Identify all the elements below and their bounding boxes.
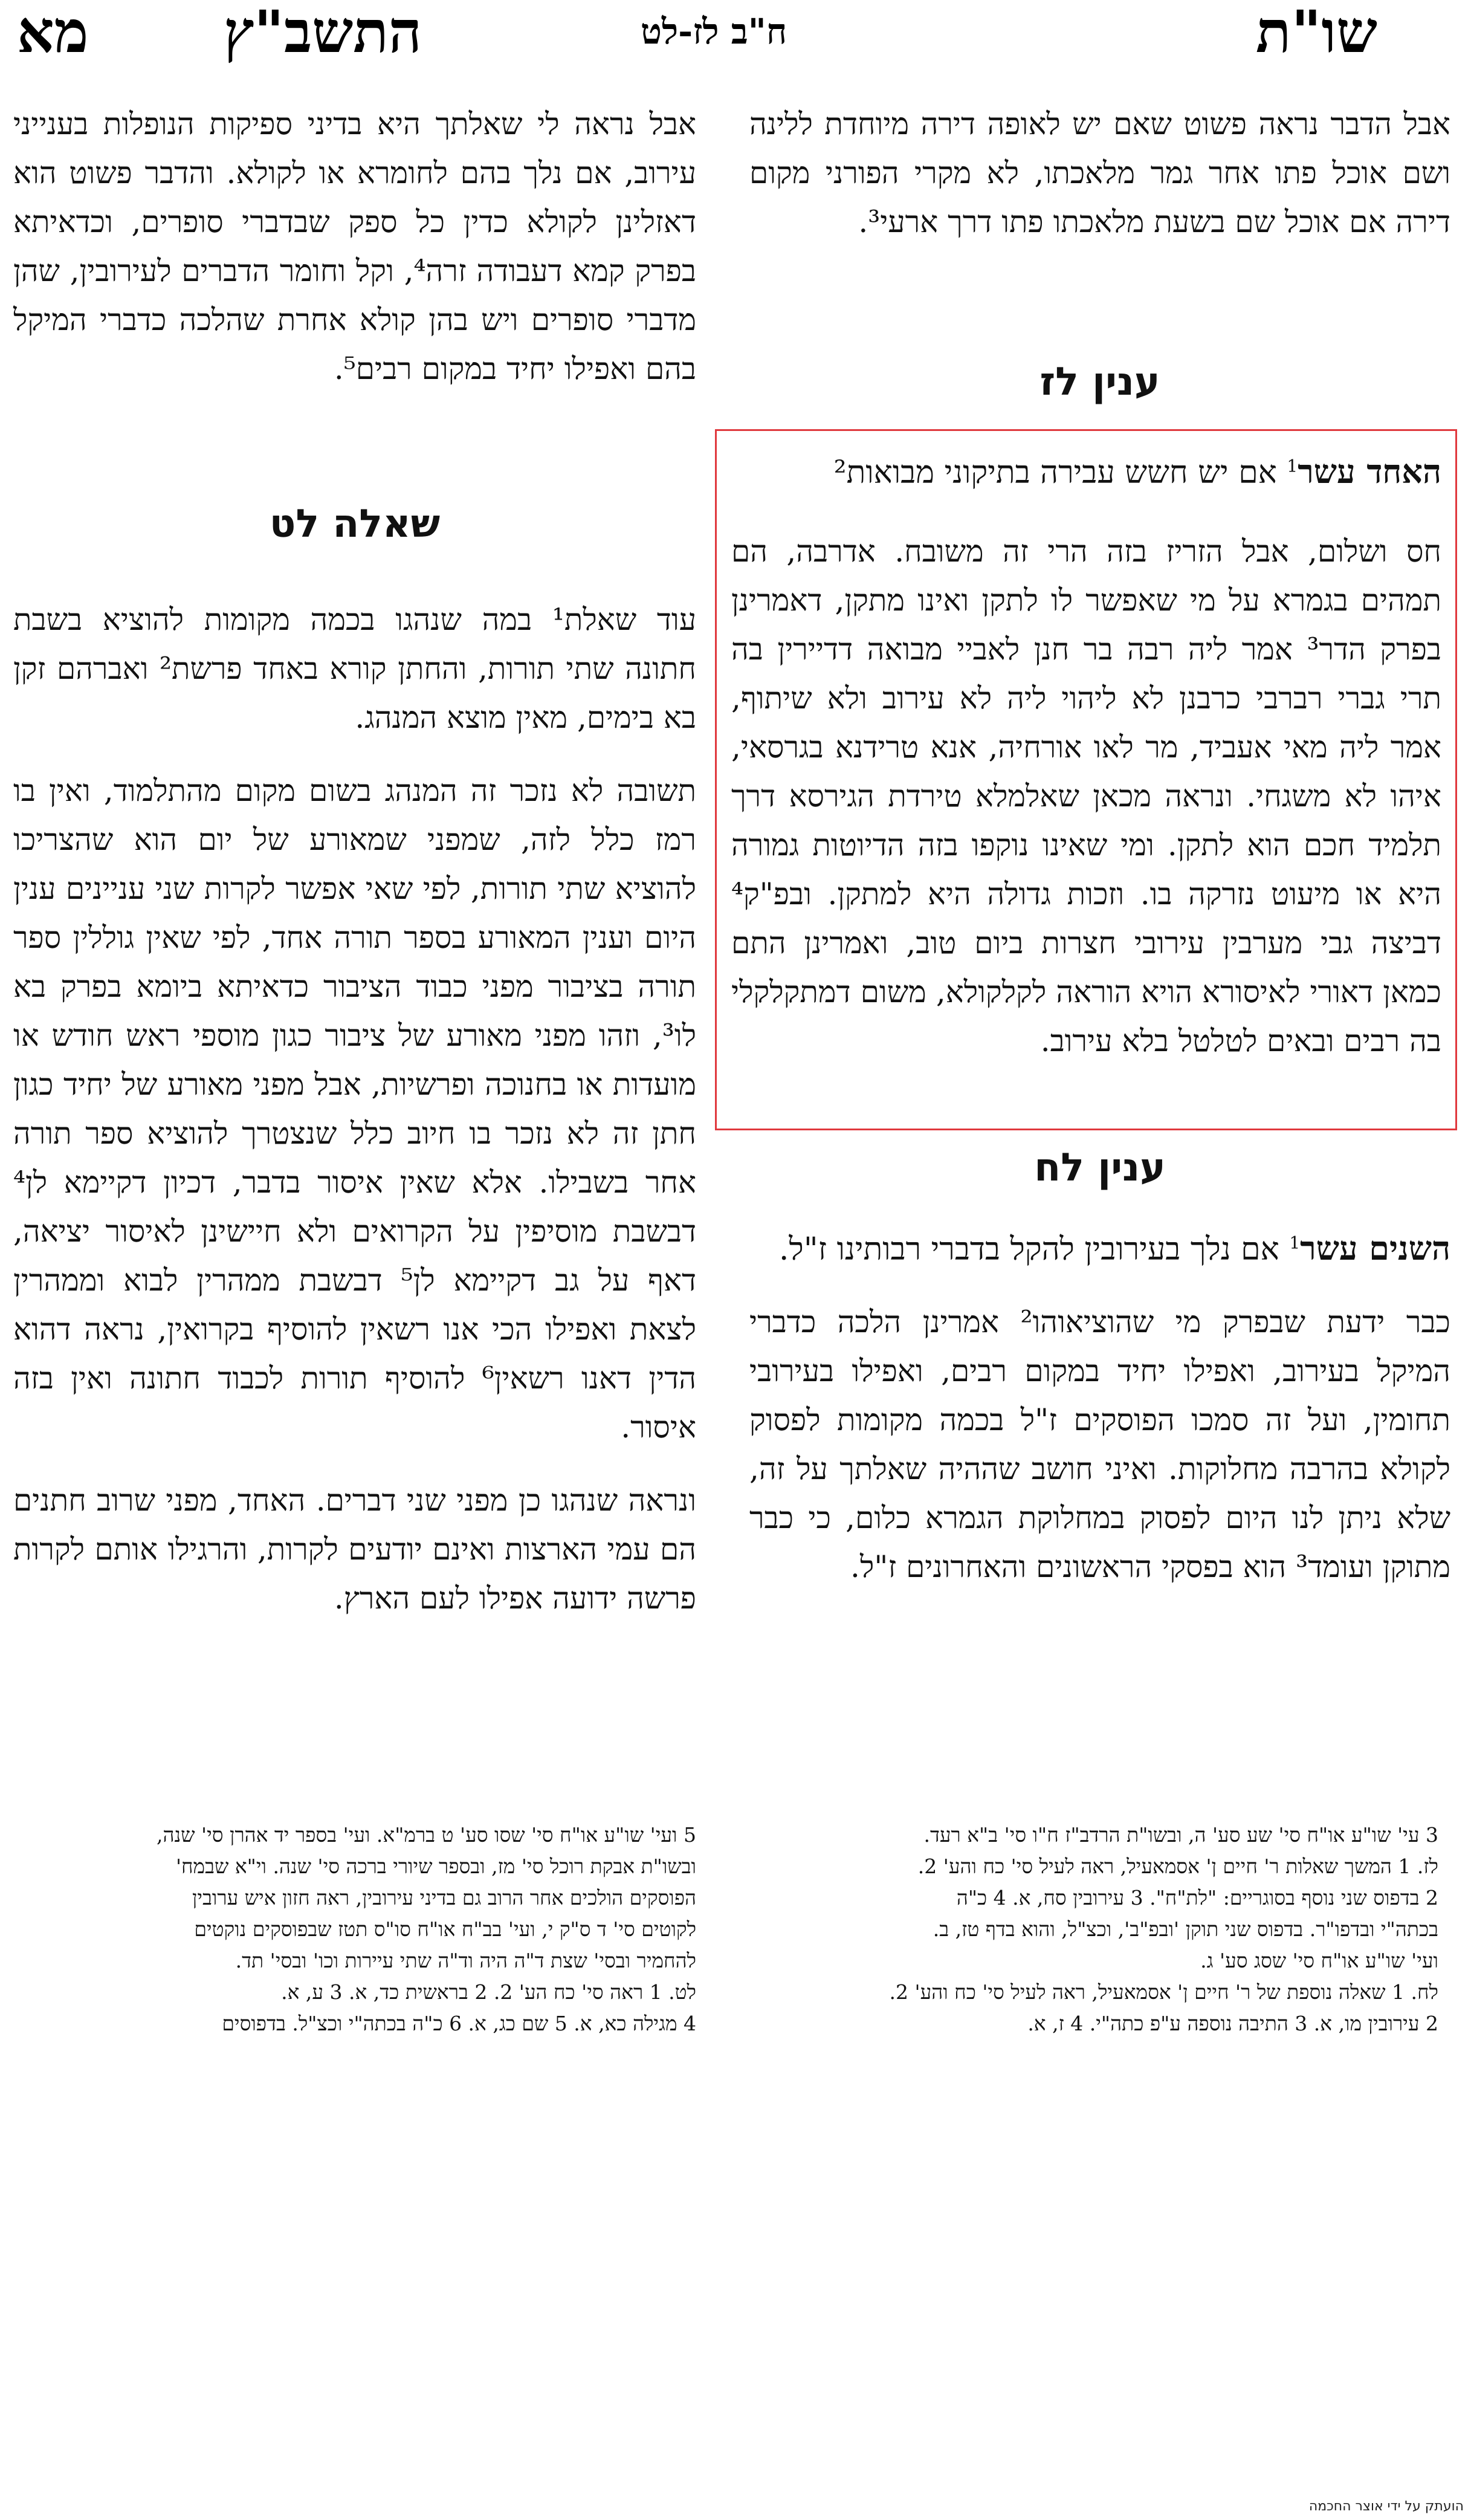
footnotes-right xyxy=(768,1819,1438,2039)
footnote-line: 2 בדפוס שני נוסף בסוגריים: "לת"ח". 3 עירובין סח, א. 4 כ"ה xyxy=(956,1886,1438,1909)
footnote-line: לח. 1 שאלה נוספת של ר' חיים ן' אסמאעיל, ראה לעיל סי' כח והע' 2. xyxy=(889,1980,1438,2004)
section-37-title-wrap xyxy=(749,360,1450,404)
section-39-answer: תשובה לא נזכר זה המנהג בשום מקום מהתלמוד, ואין בו רמז כלל לזה, שמפני שמאורע של יום הוא שהצריכו להוציא שתי תורות, לפי שאי אפשר לקרות שני עניינים ענין היום וענין המאורע בספר תורה אחד, לפי שאין גוללין ספר תורה בציבור מפני כבוד הציבור כדאיתא ביומא בפרק בא לו³, וזהו מפני מאורע של ציבור כגון מוספי ראש חודש או מועדות או בחנוכה ופרשיות, אבל מפני מאורע של יחיד כגון חתן זה לא נזכר בו חיוב כלל שנצטרך להוציא ספר תורה אחר בשבילו. אלא שאין איסור בדבר, דכיון דקיימא לן⁴ דבשבת מוסיפין על הקרואים ולא חיישינן לאיסור יציאה, דאף על גב דקיימא לן⁵ דבשבת ממהרין לבוא וממהרין לצאת ואפילו הכי אנו רשאין להוסיף בקרואין, נראה דהוא הדין דאנו רשאין⁶ להוסיף תורות לכבוד חתונה ואין בזה איסור. xyxy=(13,773,696,1445)
section-39-question: עוד שאלת¹ במה שנהגו בכמה מקומות להוציא בשבת חתונה שתי תורות, והחתן קורא באחד פרשת² ואברהם זקן בא בימים, מאין מוצא המנהג. xyxy=(13,602,696,735)
header-page-number: מא xyxy=(17,0,89,66)
section-37-title: ענין לז xyxy=(1039,360,1160,404)
footnote-line: לקוטים סי' ד ס"ק י, ועי' בב"ח או"ח סו"ס תטז שבפוסקים נוקטים xyxy=(194,1917,696,1941)
footnote-line: להחמיר ובסי' שצת ד"ה היה וד"ה שתי עיירות וכו' ובסי' תד. xyxy=(235,1949,696,1972)
section-39-body xyxy=(13,595,696,1623)
intro-paragraph: אבל הדבר נראה פשוט שאם יש לאופה דירה מיוחדת ללינה ושם אוכל פתו אחר גמר מלאכתו, לא מקרי הפורני מקום דירה אם אוכל שם בשעת מלאכתו פתו דרך ארעי³. xyxy=(749,106,1450,239)
section-38-lead: השנים עשר xyxy=(1300,1229,1450,1268)
left-intro-paragraph: אבל נראה לי שאלתך היא בדיני ספיקות הנופלות בענייני עירוב, אם נלך בהם לחומרא או לקולא. והדבר פשוט הוא דאזלינן לקולא כדין כל ספק שבדברי סופרים, וכדאיתא בפרק קמא דעבודה זרה⁴, וקל וחומר הדברים לעירובין, שהן מדברי סופרים ויש בהן קולא אחרת שהלכה כדברי המיקל בהם ואפילו יחיד במקום רבים⁵. xyxy=(13,106,696,386)
header-volume-range: ח"ב לז-לט xyxy=(641,11,787,52)
footnote-line: ועי' שו"ע או"ח סי' שסג סע' ג. xyxy=(1200,1949,1438,1972)
footnote-line: ובשו"ת אבקת רוכל סי' מז, ובספר שיורי ברכה סי' שנה. וי"א שבמח' xyxy=(175,1854,696,1878)
section-37-heading: אם יש חשש עבירה בתיקוני מבואות² xyxy=(833,455,1277,491)
header-book-title: שו"ת xyxy=(1255,0,1377,66)
running-header xyxy=(0,0,1471,73)
right-column-intro xyxy=(749,100,1450,247)
section-38-title: ענין לח xyxy=(1034,1145,1166,1190)
footnote-line: 5 ועי' שו"ע או"ח סי' שסו סע' ט ברמ"א. ועי' בספר יד אהרן סי' שנה, xyxy=(156,1823,696,1847)
section-37-heading-line: האחד עשר$^1$ אם יש חשש עבירה בתיקוני מבואות² xyxy=(833,452,1441,491)
footnote-line: בכתה"י ובדפו"ר. בדפוס שני תוקן 'ובפ"ב', וכצ"ל, והוא בדף טז, ב. xyxy=(933,1917,1438,1941)
section-37-lead: האחד עשר xyxy=(1298,452,1441,491)
footnote-line: 2 עירובין מו, א. 3 התיבה נוספה ע"פ כתה"י. 4 ז, א. xyxy=(1027,2012,1438,2035)
header-author-title: התשב"ץ xyxy=(224,0,422,66)
footnote-line: 3 עי' שו"ע או"ח סי' שע סע' ה, ובשו"ת הרדב"ז ח"ו סי' ב"א רעד. xyxy=(923,1823,1438,1847)
footnote-line: לט. 1 ראה סי' כח הע' 2. 2 בראשית כד, א. 3 ע, א. xyxy=(281,1980,696,2004)
footnote-line: 4 מגילה כא, א. 5 שם כג, א. 6 כ"ה בכתה"י וכצ"ל. בדפוסים xyxy=(222,2012,696,2035)
section-37-text: חס ושלום, אבל הזריז בזה הרי זה משובח. אדרבה, הם תמהים בגמרא על מי שאפשר לו לתקן ואינו מתקן, דאמרינן בפרק הדר³ אמר ליה רבה בר חנן לאביי מבואה דדיירין בה תרי גברי רברבי כרבנן לא ליהוי ליה לא עירוב ולא שיתוף, אמר ליה מאי אעביד, מר לאו אורחיה, אנא טרידנא בגרסאי, איהו לא משגחי. ונראה מכאן שאלמלא טירדת הגירסא דרך תלמיד חכם הוא לתקן. ומי שאינו נוקפו בזה הדיוטות גמורה היא או מיעוט נזרקה בו. וזכות גדולה היא למתקן. ובפ"ק⁴ דביצה גבי מערבין עירובי חצרות ביום טוב, ואמרינן התם כמאן דאורי לאיסורא הויא הוראה לקלקולא, משום דמתקלקלי בה רבים ובאים לטלטל בלא עירוב. xyxy=(731,534,1442,1058)
footnote-line: הפוסקים הולכים אחר הרוב גם בדיני עירובין, ראה חזון איש ערובין xyxy=(192,1886,696,1909)
section-39-answer-2: ונראה שנהגו כן מפני שני דברים. האחד, מפני שרוב חתנים הם עמי הארצות ואינם יודעים לקרות, והרגילו אותם לקרות פרשה ידועה אפילו לעם הארץ. xyxy=(13,1483,696,1616)
left-column-intro xyxy=(13,100,696,394)
section-38-body xyxy=(749,1224,1450,1592)
footnote-line: לז. 1 המשך שאלות ר' חיים ן' אסמאעיל, ראה לעיל סי' כח והע' 2. xyxy=(917,1854,1438,1878)
section-38-heading-line: השנים עשר$^1$ אם נלך בעירובין להקל בדברי רבותינו ז"ל. xyxy=(778,1229,1450,1268)
copy-credit: הועתק על ידי אוצר החכמה xyxy=(1308,2499,1464,2514)
section-38-heading: אם נלך בעירובין להקל בדברי רבותינו ז"ל. xyxy=(778,1231,1279,1268)
section-37-body xyxy=(731,447,1441,1066)
section-38-text: כבר ידעת שבפרק מי שהוציאוהו² אמרינן הלכה כדברי המיקל בעירוב, ואפילו יחיד במקום רבים, ואפילו בעירובי תחומין, ועל זה סמכו הפוסקים ז"ל בכמה מקומות לפסוק לקולא בהרבה מחלוקות. ואיני חושב שההיה שאלתך על זה, שלא ניתן לנו היום לפסוק במחלוקת הגמרא כלום, כי כבר מתוקן ועומד³ הוא בפסקי הראשונים והאחרונים ז"ל. xyxy=(749,1304,1450,1584)
section-38-title-wrap xyxy=(749,1145,1450,1190)
section-39-title-wrap xyxy=(13,502,696,546)
footnotes-left xyxy=(13,1819,696,2039)
section-39-title: שאלה לט xyxy=(269,502,441,546)
